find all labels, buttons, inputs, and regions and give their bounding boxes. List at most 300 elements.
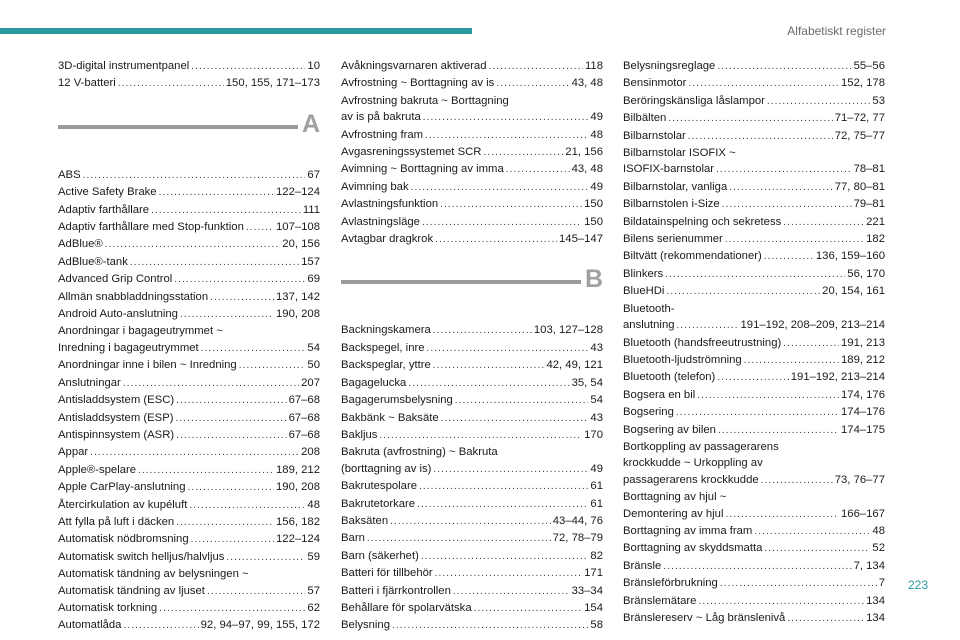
index-entry-leader — [496, 76, 569, 92]
index-entry-pages: 53 — [872, 94, 885, 107]
index-entry-leader — [239, 358, 306, 374]
index-entry-term: Bränslereserv ~ Låg bränslenivå — [623, 612, 786, 624]
index-entry — [58, 514, 320, 531]
index-entry-pages: 77, 80–81 — [834, 180, 885, 193]
index-entry-leader — [123, 376, 299, 392]
index-entry-pages: 50 — [307, 359, 320, 372]
index-entry-term: Advanced Grip Control — [58, 273, 173, 286]
index-entry-pages: 82 — [590, 549, 603, 562]
index-entry — [341, 322, 603, 339]
index-entry-pages: 21, 156 — [565, 146, 603, 159]
index-entry-line: Borttagning av hjul ~ — [623, 491, 727, 504]
index-entry-pages: 107–108 — [276, 221, 320, 234]
index-entry-term: Adaptiv farthållare med Stop-funktion — [58, 221, 244, 234]
index-entry-leader — [392, 618, 588, 634]
index-entry-pages: 189, 212 — [841, 353, 885, 366]
index-entry-pages: 191–192, 213–214 — [790, 371, 885, 384]
index-entry-term: Blinkers — [623, 267, 664, 280]
index-entry-term: Bagagerumsbelysning — [341, 394, 453, 407]
index-entry-pages: 166–167 — [841, 507, 885, 520]
index-entry — [58, 219, 320, 236]
index-entry-leader — [226, 550, 305, 566]
index-entry-pages: 49 — [590, 462, 603, 475]
index-entry — [58, 617, 320, 634]
index-entry — [58, 600, 320, 617]
index-entry-leader — [725, 507, 839, 523]
index-entry — [623, 335, 885, 352]
index-entry-term: Apple CarPlay-anslutning — [58, 481, 186, 494]
index-entry-pages: 10 — [307, 60, 320, 72]
index-entry — [623, 214, 885, 231]
index-entry-term: 3D-digital instrumentpanel — [58, 60, 190, 72]
index-entry — [341, 600, 603, 617]
index-entry-leader — [180, 307, 274, 323]
index-entry-pages: 57 — [307, 584, 320, 597]
index-entry — [341, 617, 603, 634]
index-entry-leader — [435, 566, 582, 582]
index-entry-leader — [390, 514, 551, 530]
index-entry — [623, 387, 885, 404]
index-entry-leader — [433, 323, 532, 339]
index-entry — [623, 75, 885, 92]
index-entry — [58, 340, 320, 357]
index-entry-leader — [716, 162, 852, 178]
index-entry-leader — [441, 411, 589, 427]
index-entry-leader — [453, 584, 570, 600]
index-entry — [341, 214, 603, 231]
index-entry-leader — [379, 428, 582, 444]
index-entry-term: (borttagning av is) — [341, 462, 432, 475]
index-entry-term: Bensinmotor — [623, 77, 687, 90]
index-entry-leader — [159, 185, 274, 201]
index-entry-leader — [722, 197, 852, 213]
index-entry-term: av is på bakruta — [341, 111, 421, 124]
index-entry-pages: 49 — [590, 111, 603, 124]
section-letter: B — [584, 265, 603, 294]
index-entry-term: Android Auto-anslutning — [58, 308, 178, 321]
index-entry — [623, 558, 885, 575]
index-entry-pages: 190, 208 — [276, 308, 320, 321]
index-entry — [341, 357, 603, 374]
index-entry-term: Bluetooth-ljudströmning — [623, 353, 742, 366]
index-entry-pages: 145–147 — [559, 233, 603, 246]
index-entry — [58, 357, 320, 374]
index-entry-term: Demontering av hjul — [623, 507, 724, 520]
index-entry-line: Bilbarnstolar ISOFIX ~ — [623, 147, 736, 160]
index-entry — [341, 513, 603, 530]
index-entry — [58, 236, 320, 253]
index-entry-line: Automatisk tändning av belysningen ~ — [58, 568, 249, 581]
index-entry-pages: 111 — [302, 203, 320, 216]
index-entry-pages: 69 — [307, 273, 320, 286]
index-entry-pages: 154 — [584, 601, 603, 614]
index-entry-leader — [744, 353, 839, 369]
index-entry-leader — [159, 601, 305, 617]
index-entry-pages: 61 — [590, 497, 603, 510]
index-entry — [58, 549, 320, 566]
index-entry-pages: 7 — [878, 577, 885, 590]
index-entry-leader — [174, 272, 305, 288]
index-entry-term: Bluetooth (handsfreeutrustning) — [623, 336, 782, 349]
index-entry-pages: 20, 154, 161 — [822, 285, 885, 298]
index-entry-line: Anordningar i bagageutrymmet ~ — [58, 325, 223, 338]
index-entry — [58, 75, 320, 92]
index-entry-pages: 72, 75–77 — [834, 129, 885, 142]
index-column-2 — [341, 58, 603, 635]
index-entry-pages: 48 — [307, 498, 320, 511]
index-entry — [58, 531, 320, 548]
index-entry — [623, 93, 885, 110]
index-entry-pages: 150, 155, 171–173 — [225, 77, 320, 90]
index-entry-term: Avimning bak — [341, 180, 409, 193]
index-entry-leader — [718, 423, 839, 439]
index-entry — [58, 289, 320, 306]
index-entry-term: Beröringskänsliga låslampor — [623, 94, 765, 107]
index-entry-pages: 150 — [584, 215, 603, 228]
index-entry-term: AdBlue®-tank — [58, 255, 128, 268]
index-entry-term: Bakljus — [341, 428, 378, 441]
index-entry-pages: 49 — [590, 180, 603, 193]
index-entry-leader — [408, 376, 569, 392]
index-entry-pages: 157 — [301, 255, 320, 268]
index-entry-term: Anordningar inne i bilen ~ Inredning — [58, 359, 237, 372]
index-entry-pages: 54 — [307, 341, 320, 354]
index-entry-leader — [427, 341, 589, 357]
index-entry — [341, 196, 603, 213]
index-entry — [58, 58, 320, 75]
index-entry-pages: 156, 182 — [276, 515, 320, 528]
index-entry-term: Backspeglar, yttre — [341, 359, 431, 372]
index-entry-term: AdBlue® — [58, 238, 103, 251]
index-entry — [58, 375, 320, 392]
index-entry-term: Borttagning av imma fram — [623, 524, 753, 537]
index-entry-term: Avtagbar dragkrok — [341, 233, 434, 246]
index-entry-term: Antisladdsystem (ESP) — [58, 411, 174, 424]
index-entry-term: Automatlåda — [58, 619, 122, 632]
index-entry — [341, 231, 603, 248]
index-entry-term: Batteri för tillbehör — [341, 567, 433, 580]
index-entry-leader — [483, 145, 563, 161]
index-entry — [623, 506, 885, 523]
index-entry-pages: 72, 78–79 — [552, 532, 603, 545]
page-header-title: Alfabetiskt register — [787, 24, 886, 38]
index-entry-leader — [668, 111, 832, 127]
index-entry-leader — [176, 411, 287, 427]
index-entry-term: Barn — [341, 532, 365, 545]
index-entry-term: Backningskamera — [341, 324, 431, 337]
index-entry-pages: 48 — [590, 128, 603, 141]
index-entry-leader — [455, 393, 589, 409]
index-entry-pages: 58 — [590, 619, 603, 632]
index-entry-leader — [663, 559, 851, 575]
index-entry — [623, 422, 885, 439]
index-entry-term: Bogsering — [623, 406, 674, 419]
index-entry-pages: 92, 94–97, 99, 155, 172 — [200, 619, 320, 632]
index-entry — [623, 58, 885, 75]
index-entry-pages: 42, 49, 121 — [546, 359, 603, 372]
index-entry-leader — [367, 531, 551, 547]
index-entry — [341, 127, 603, 144]
index-column-3 — [623, 58, 885, 627]
index-entry-line: Avfrostning bakruta ~ Borttagning — [341, 94, 509, 107]
index-entry — [623, 472, 885, 489]
index-entry — [341, 530, 603, 547]
index-entry — [341, 478, 603, 495]
index-entry-pages: 67–68 — [288, 428, 320, 441]
index-entry-term: Active Safety Brake — [58, 186, 157, 199]
index-entry — [623, 540, 885, 557]
index-entry — [341, 161, 603, 178]
index-entry-term: Avgasreningssystemet SCR — [341, 146, 482, 159]
index-entry-pages: 20, 156 — [282, 238, 320, 251]
index-entry-term: Avimning ~ Borttagning av imma — [341, 163, 504, 176]
index-entry-term: Antisladdsystem (ESC) — [58, 394, 175, 407]
index-entry-term: Bakrutetorkare — [341, 497, 416, 510]
index-entry — [341, 410, 603, 427]
index-entry — [58, 184, 320, 201]
index-entry-leader — [767, 94, 871, 110]
index-entry-pages: 43–44, 76 — [552, 514, 603, 527]
index-entry-pages: 67–68 — [288, 411, 320, 424]
index-entry — [341, 583, 603, 600]
index-entry-term: Inredning i bagageutrymmet — [58, 341, 199, 354]
index-entry-line: Bakruta (avfrostning) ~ Bakruta — [341, 446, 498, 459]
index-entry-pages: 190, 208 — [276, 481, 320, 494]
index-entry-pages: 103, 127–128 — [533, 324, 603, 337]
index-entry — [58, 479, 320, 496]
index-entry-pages: 43 — [590, 341, 603, 354]
index-entry — [623, 369, 885, 386]
index-entry-leader — [688, 129, 833, 145]
index-entry-pages: 174–175 — [841, 423, 885, 436]
index-entry — [341, 565, 603, 582]
index-column-1 — [58, 58, 320, 635]
index-entry — [623, 179, 885, 196]
index-entry-term: Anslutningar — [58, 376, 121, 389]
index-entry — [623, 575, 885, 592]
index-entry-term: Bränslemätare — [623, 594, 697, 607]
index-entry-pages: 208 — [301, 446, 320, 459]
index-entry — [341, 427, 603, 444]
index-entry-leader — [201, 341, 306, 357]
index-entry-leader — [138, 463, 274, 479]
index-entry-pages: 52 — [872, 542, 885, 555]
index-entry-pages: 118 — [584, 60, 603, 72]
index-entry-leader — [697, 388, 839, 404]
index-entry — [623, 196, 885, 213]
index-entry-pages: 191–192, 208–209, 213–214 — [740, 319, 885, 332]
index-entry-term: Baksäten — [341, 514, 389, 527]
index-entry-term: Automatisk switch helljus/halvljus — [58, 550, 225, 563]
section-divider — [341, 280, 581, 284]
index-entry-leader — [105, 237, 281, 253]
section-heading — [341, 260, 603, 316]
index-entry-term: Bogsering av bilen — [623, 423, 716, 436]
index-entry-term: Bakrutespolare — [341, 480, 417, 493]
index-entry-pages: 67–68 — [288, 394, 320, 407]
index-entry-term: 12 V-batteri — [58, 77, 116, 90]
index-entry-pages: 134 — [866, 612, 885, 624]
index-entry-pages: 170 — [584, 428, 603, 441]
index-entry-term: Bluetooth (telefon) — [623, 371, 716, 384]
index-entry-pages: 174, 176 — [841, 388, 885, 401]
index-entry-leader — [676, 405, 839, 421]
index-entry-leader — [191, 59, 305, 75]
index-entry-leader — [210, 290, 274, 306]
index-entry-leader — [725, 232, 864, 248]
index-entry-leader — [729, 180, 832, 196]
index-entry-pages: 171 — [584, 567, 603, 580]
index-entry-leader — [787, 611, 864, 627]
index-entry-leader — [688, 76, 839, 92]
index-entry-pages: 79–81 — [853, 198, 885, 211]
index-entry-pages: 35, 54 — [571, 376, 603, 389]
index-entry — [58, 271, 320, 288]
index-entry — [58, 444, 320, 461]
index-entry-term: Automatisk torkning — [58, 601, 158, 614]
index-entry — [58, 462, 320, 479]
index-entry-term: Bränsle — [623, 559, 662, 572]
index-entry — [341, 548, 603, 565]
index-entry — [623, 231, 885, 248]
index-entry-pages: 59 — [307, 550, 320, 563]
index-entry-leader — [433, 358, 545, 374]
index-entry-pages: 137, 142 — [276, 290, 320, 303]
index-entry-pages: 150 — [584, 198, 603, 211]
index-entry-leader — [761, 473, 833, 489]
index-entry-leader — [411, 180, 589, 196]
index-entry-leader — [506, 162, 570, 178]
index-entry-pages: 73, 76–77 — [834, 473, 885, 486]
index-entry-term: Avlastningsfunktion — [341, 198, 439, 211]
index-entry — [623, 283, 885, 300]
index-entry — [623, 266, 885, 283]
index-entry-term: Belysningsreglage — [623, 60, 716, 72]
page-number: 223 — [907, 578, 928, 592]
index-entry-term: Bilbarnstolar, vanliga — [623, 180, 728, 193]
index-entry — [623, 110, 885, 127]
index-entry-leader — [665, 267, 845, 283]
index-entry-term: Belysning — [341, 619, 390, 632]
index-entry-pages: 71–72, 77 — [834, 112, 885, 125]
index-entry-pages: 43, 48 — [571, 163, 603, 176]
index-entry-term: passagerarens krockkudde — [623, 473, 759, 486]
index-entry — [58, 254, 320, 271]
section-heading — [58, 105, 320, 161]
index-entry — [623, 248, 885, 265]
index-entry-term: Bilbarnstolen i-Size — [623, 198, 720, 211]
index-entry-leader — [717, 370, 788, 386]
index-entry — [58, 427, 320, 444]
index-entry-leader — [425, 128, 588, 144]
index-entry-pages: 122–124 — [276, 186, 320, 199]
index-entry-pages: 221 — [866, 215, 885, 228]
index-entry-term: anslutning — [623, 319, 675, 332]
index-entry-leader — [435, 232, 557, 248]
index-entry-term: Avåkningsvarnaren aktiverad — [341, 60, 487, 72]
index-entry-term: Appar — [58, 446, 89, 459]
index-entry-term: Adaptiv farthållare — [58, 203, 150, 216]
index-entry — [341, 75, 603, 92]
index-entry — [58, 306, 320, 323]
index-entry-line: Bluetooth- — [623, 302, 675, 315]
index-entry-pages: 134 — [866, 594, 885, 607]
index-entry — [623, 317, 885, 334]
index-entry-pages: 122–124 — [276, 533, 320, 546]
index-entry-term: Bagagelucka — [341, 376, 407, 389]
index-entry-leader — [191, 532, 274, 548]
index-entry-pages: 182 — [866, 233, 885, 246]
index-entry-term: Avlastningsläge — [341, 215, 420, 228]
index-entry-pages: 43, 48 — [571, 77, 603, 90]
index-entry-term: Biltvätt (rekommendationer) — [623, 250, 762, 263]
index-entry-pages: 191, 213 — [841, 336, 885, 349]
index-entry-leader — [176, 515, 274, 531]
index-entry-pages: 67 — [307, 168, 320, 181]
index-entry-pages: 43 — [590, 411, 603, 424]
index-entry — [341, 179, 603, 196]
index-entry-term: Bilbarnstolar — [623, 129, 686, 142]
index-entry — [623, 128, 885, 145]
index-entry-leader — [207, 584, 305, 600]
index-entry-term: Backspegel, inre — [341, 341, 425, 354]
index-entry-term: Avfrostning ~ Borttagning av is — [341, 77, 495, 90]
index-entry — [341, 109, 603, 126]
index-entry-term: Avfrostning fram — [341, 128, 424, 141]
index-entry — [623, 523, 885, 540]
index-entry-pages: 7, 134 — [853, 559, 885, 572]
index-entry-leader — [764, 541, 870, 557]
index-entry-leader — [717, 59, 851, 75]
index-entry-leader — [783, 215, 864, 231]
index-entry-pages: 62 — [307, 601, 320, 614]
index-entry — [58, 167, 320, 184]
index-entry-term: ABS — [58, 168, 81, 181]
index-entry-term: Apple®-spelare — [58, 463, 137, 476]
index-entry-leader — [698, 594, 864, 610]
index-entry-leader — [246, 220, 274, 236]
index-entry — [623, 161, 885, 178]
index-entry — [58, 202, 320, 219]
index-entry-leader — [130, 255, 299, 271]
index-entry — [623, 404, 885, 421]
index-entry-term: Bränsleförbrukning — [623, 577, 718, 590]
index-entry-pages: 55–56 — [853, 60, 885, 72]
index-entry-leader — [754, 524, 870, 540]
index-entry-term: Allmän snabbladdningsstation — [58, 290, 209, 303]
index-entry-leader — [764, 249, 814, 265]
index-entry-pages: 189, 212 — [276, 463, 320, 476]
index-entry — [341, 461, 603, 478]
index-entry-term: Behållare för spolarvätska — [341, 601, 472, 614]
index-entry-line: krockkudde ~ Urkoppling av — [623, 457, 763, 470]
index-entry-term: Borttagning av skyddsmatta — [623, 542, 763, 555]
index-entry — [341, 144, 603, 161]
index-entry — [623, 593, 885, 610]
index-entry-term: Automatisk nödbromsning — [58, 533, 189, 546]
index-entry-leader — [83, 168, 306, 184]
index-entry — [341, 496, 603, 513]
index-entry-leader — [440, 197, 582, 213]
index-entry — [623, 352, 885, 369]
index-entry-pages: 78–81 — [853, 163, 885, 176]
index-entry-line: Bortkoppling av passagerarens — [623, 440, 779, 453]
index-entry-leader — [783, 336, 839, 352]
index-entry-pages: 136, 159–160 — [815, 250, 885, 263]
index-entry-leader — [176, 393, 286, 409]
index-entry-term: ISOFIX-barnstolar — [623, 163, 715, 176]
index-entry-leader — [474, 601, 583, 617]
